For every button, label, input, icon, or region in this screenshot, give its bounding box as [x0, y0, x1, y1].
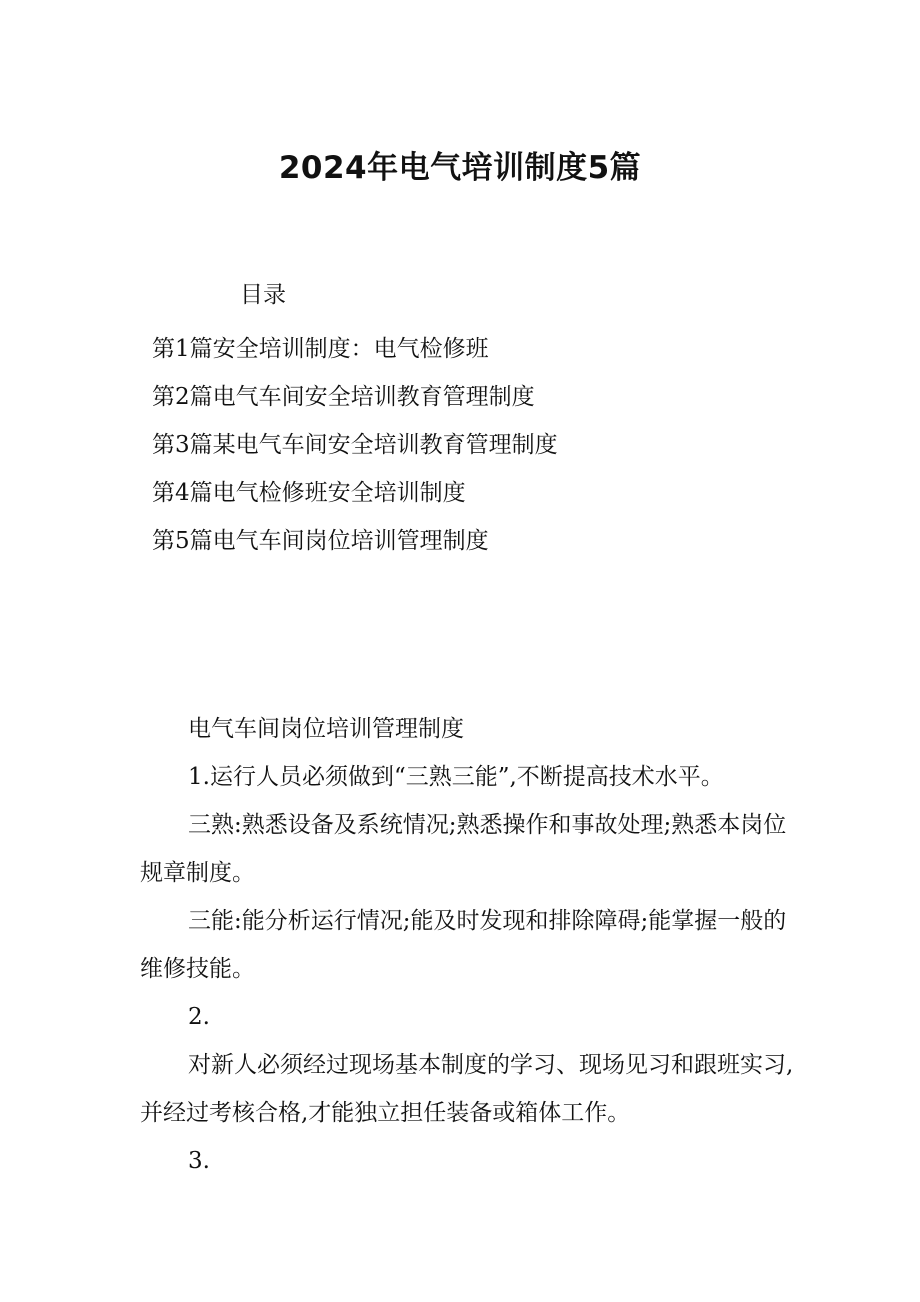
- section-heading: 电气车间岗位培训管理制度: [188, 716, 464, 742]
- toc-item[interactable]: 第5篇电气车间岗位培训管理制度: [152, 528, 489, 554]
- body-paragraph: 2.: [188, 1004, 210, 1030]
- toc-item[interactable]: 第2篇电气车间安全培训教育管理制度: [152, 384, 535, 410]
- body-paragraph: 1.运行人员必须做到“三熟三能”,不断提高技术水平。: [188, 764, 724, 790]
- toc-item[interactable]: 第3篇某电气车间安全培训教育管理制度: [152, 432, 558, 458]
- table-of-contents: [152, 325, 558, 565]
- body-paragraph: 三能:能分析运行情况;能及时发现和排除障碍;能掌握一般的维修技能。: [140, 908, 787, 982]
- body-paragraph: 对新人必须经过现场基本制度的学习、现场见习和跟班实习,并经过考核合格,才能独立担任装备或箱体工作。: [140, 1052, 794, 1126]
- section-body: [140, 705, 800, 1185]
- document-title: 2024年电气培训制度5篇: [278, 150, 642, 186]
- toc-item[interactable]: 第1篇安全培训制度：电气检修班: [152, 336, 489, 362]
- toc-heading: 目录: [240, 282, 286, 308]
- body-paragraph: 三熟:熟悉设备及系统情况;熟悉操作和事故处理;熟悉本岗位规章制度。: [140, 812, 787, 886]
- toc-item[interactable]: 第4篇电气检修班安全培训制度: [152, 480, 466, 506]
- body-paragraph: 3.: [188, 1148, 210, 1174]
